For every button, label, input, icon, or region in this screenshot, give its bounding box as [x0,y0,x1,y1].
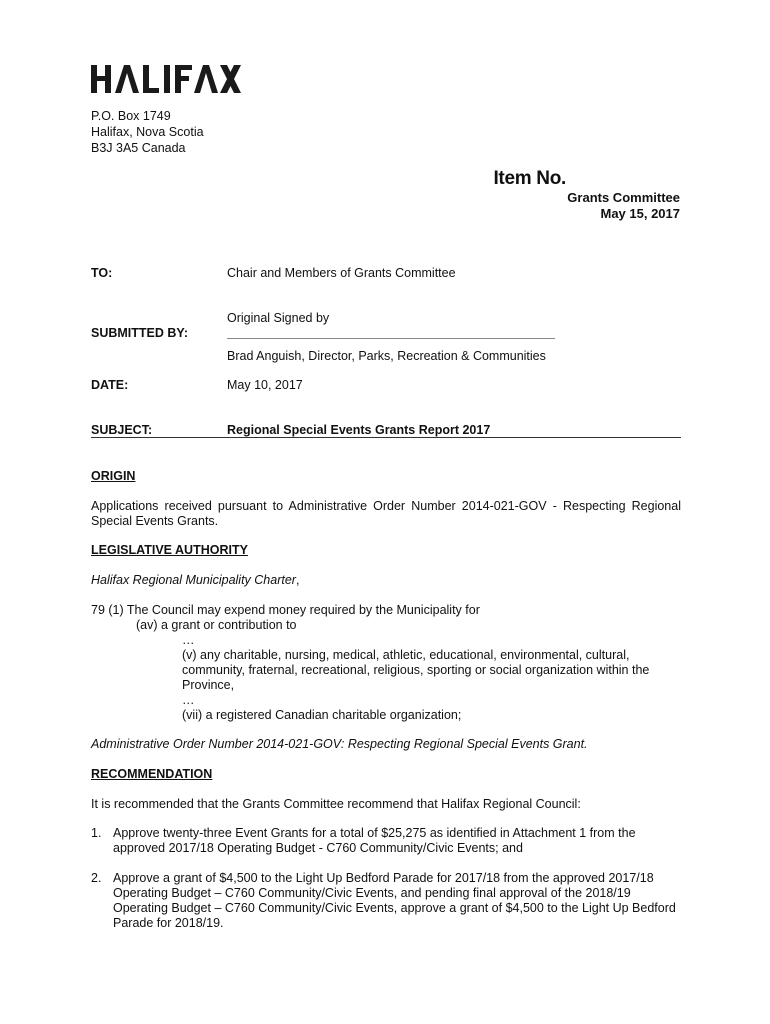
charter-name: Halifax Regional Municipality Charter [91,573,296,587]
item-number: 2. [91,871,102,885]
item-text: Approve twenty-three Event Grants for a total of $25,275 as identified in Attachment 1 from the approved 2017/18 Operating Budget - C760 Community/Civic Events; and [113,826,636,855]
origin-heading: ORIGIN [91,469,136,483]
legislative-line-1: 79 (1) The Council may expend money required by the Municipality for [91,603,480,617]
address-line: B3J 3A5 Canada [91,141,186,155]
signature-line [227,338,555,339]
charter-citation [91,573,681,588]
item-text: Approve a grant of $4,500 to the Light Up Bedford Parade for 2017/18 from the approved 2017/18 Operating Budget – C760 Community/Civic Events, and pending final approval of the 2018/19 Operating Budget – C760 Community/Civic Events, approve a grant of $4,500 to the Light Up Bedford Parade for 2018/19. [113,871,676,930]
committee-block [567,190,680,222]
address-block [91,108,204,156]
origin-text: Applications received pursuant to Administrative Order Number 2014-021-GOV - Respecting Regional Special Events Grants. [91,499,681,528]
halifax-logo [91,63,241,95]
recommendation-heading: RECOMMENDATION [91,767,213,781]
to-label: TO: [91,266,113,280]
submitted-by-value: Brad Anguish, Director, Parks, Recreation & Communities [227,349,546,363]
submitted-by-label: SUBMITTED BY: [91,326,188,340]
recommendation-intro: It is recommended that the Grants Committee recommend that Halifax Regional Council: [91,797,581,811]
meeting-date: May 15, 2017 [600,206,680,221]
date-label: DATE: [91,378,129,392]
admin-order-citation: Administrative Order Number 2014-021-GOV: Respecting Regional Special Events Grant. [91,737,588,751]
legislative-line-3: (v) any charitable, nursing, medical, athletic, educational, environmental, cultural, community, fraternal, recreational, religious, sporting or social organization within the Province, [182,648,650,692]
item-number-label: Item No. [493,168,566,189]
legislative-line-4: (vii) a registered Canadian charitable organization; [182,708,462,722]
signed-note: Original Signed by [227,311,330,325]
date-value: May 10, 2017 [227,378,303,392]
header-divider [91,437,681,438]
address-line: P.O. Box 1749 [91,109,171,123]
item-number: 1. [91,826,102,840]
to-value: Chair and Members of Grants Committee [227,266,456,280]
legislative-line-2: (av) a grant or contribution to [136,618,297,632]
legislative-ellipsis-2: … [182,693,195,707]
charter-suffix: , [295,573,300,587]
recommendation-item [91,826,681,856]
recommendation-item [91,871,681,931]
legislative-heading: LEGISLATIVE AUTHORITY [91,543,248,557]
subject-label: SUBJECT: [91,423,153,437]
address-line: Halifax, Nova Scotia [91,125,204,139]
legislative-ellipsis: … [182,633,195,647]
subject-value: Regional Special Events Grants Report 2017 [227,423,491,437]
committee-name: Grants Committee [567,190,680,205]
